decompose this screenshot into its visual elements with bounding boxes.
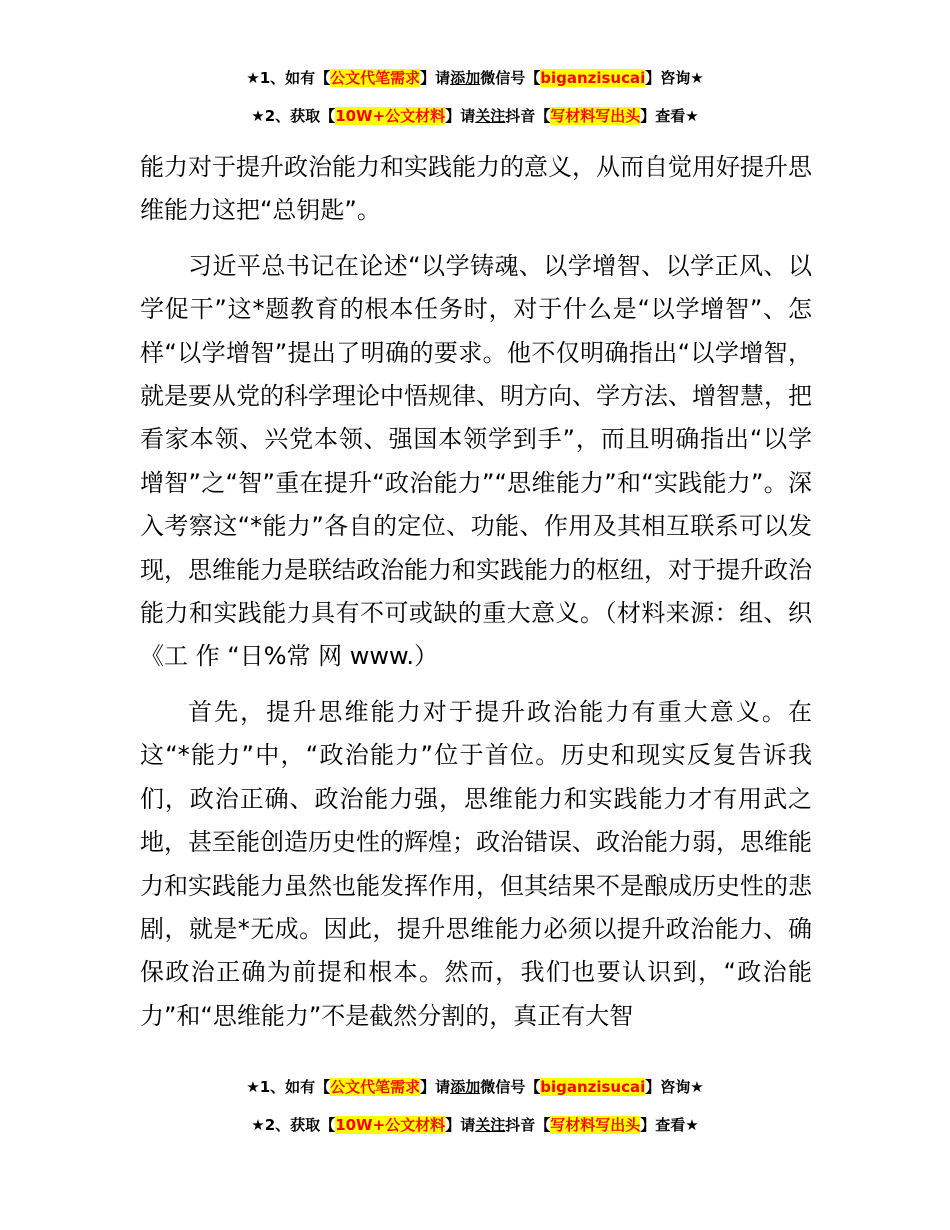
header-promo-line-1: [0, 68, 950, 88]
promo-underlined-action: 添加: [450, 69, 481, 87]
promo-highlight-materials: 10W+公文材料: [335, 1116, 446, 1134]
promo-suffix: 】咨询★: [645, 69, 704, 87]
promo-highlight-douyin-account: 写材料写出头: [550, 1116, 641, 1134]
article-paragraph: 能力对于提升政治能力和实践能力的意义，从而自觉用好提升思维能力这把“总钥匙”。: [140, 153, 812, 225]
promo-prefix: ★2、获取【: [251, 107, 336, 125]
footer-promo-line-1: [0, 1077, 950, 1097]
promo-underlined-action: 关注: [475, 107, 506, 125]
header-promo-line-2: [0, 106, 950, 126]
promo-text: 抖音【: [505, 1116, 551, 1134]
promo-highlight-service: 公文代笔需求: [330, 1078, 421, 1096]
promo-highlight-douyin-account: 写材料写出头: [550, 107, 641, 125]
article-paragraph: 首先，提升思维能力对于提升政治能力有重大意义。在这“*能力”中，“政治能力”位于首位。历史和现实反复告诉我们，政治正确、政治能力强，思维能力和实践能力才有用武之地，甚至能创造历史性的辉煌；政治错误、政治能力弱，思维能力和实践能力虽然也能发挥作用，但其结果不是酿成历史性的悲剧，就是*无成。因此，提升思维能力必须以提升政治能力、确保政治正确为前提和根本。然而，我们也要认识到，“政治能力”和“思维能力”不是截然分割的，真正有大智: [140, 697, 812, 1030]
promo-suffix: 】查看★: [640, 1116, 699, 1134]
promo-highlight-materials: 10W+公文材料: [335, 107, 446, 125]
promo-underlined-action: 关注: [475, 1116, 506, 1134]
promo-suffix: 】查看★: [640, 107, 699, 125]
promo-text: 】请: [445, 1116, 476, 1134]
promo-highlight-wechat-id: biganzisucai: [540, 1078, 646, 1096]
promo-text: 】请: [420, 69, 451, 87]
promo-text: 微信号【: [480, 1078, 541, 1096]
promo-text: 微信号【: [480, 69, 541, 87]
footer-promo-line-2: [0, 1115, 950, 1135]
article-paragraph: 习近平总书记在论述“以学铸魂、以学增智、以学正风、以学促干”这*题教育的根本任务时，对于什么是“以学增智”、怎样“以学增智”提出了明确的要求。他不仅明确指出“以学增智，就是要从党的科学理论中悟规律、明方向、学方法、增智慧，把看家本领、兴党本领、强国本领学到手”，而且明确指出“以学增智”之“智”重在提升“政治能力”“思维能力”和“实践能力”。深入考察这“*能力”各自的定位、功能、作用及其相互联系可以发现，思维能力是联结政治能力和实践能力的枢纽，对于提升政治能力和实践能力具有不可或缺的重大意义。（材料来源：组、织《工 作 “日%常 网 www.）: [140, 251, 812, 671]
promo-text: 】请: [420, 1078, 451, 1096]
promo-underlined-action: 添加: [450, 1078, 481, 1096]
promo-text: 】请: [445, 107, 476, 125]
promo-highlight-wechat-id: biganzisucai: [540, 69, 646, 87]
promo-prefix: ★1、如有【: [246, 69, 331, 87]
article-body: [140, 146, 812, 1038]
promo-highlight-service: 公文代笔需求: [330, 69, 421, 87]
promo-text: 抖音【: [505, 107, 551, 125]
promo-prefix: ★1、如有【: [246, 1078, 331, 1096]
promo-suffix: 】咨询★: [645, 1078, 704, 1096]
promo-prefix: ★2、获取【: [251, 1116, 336, 1134]
